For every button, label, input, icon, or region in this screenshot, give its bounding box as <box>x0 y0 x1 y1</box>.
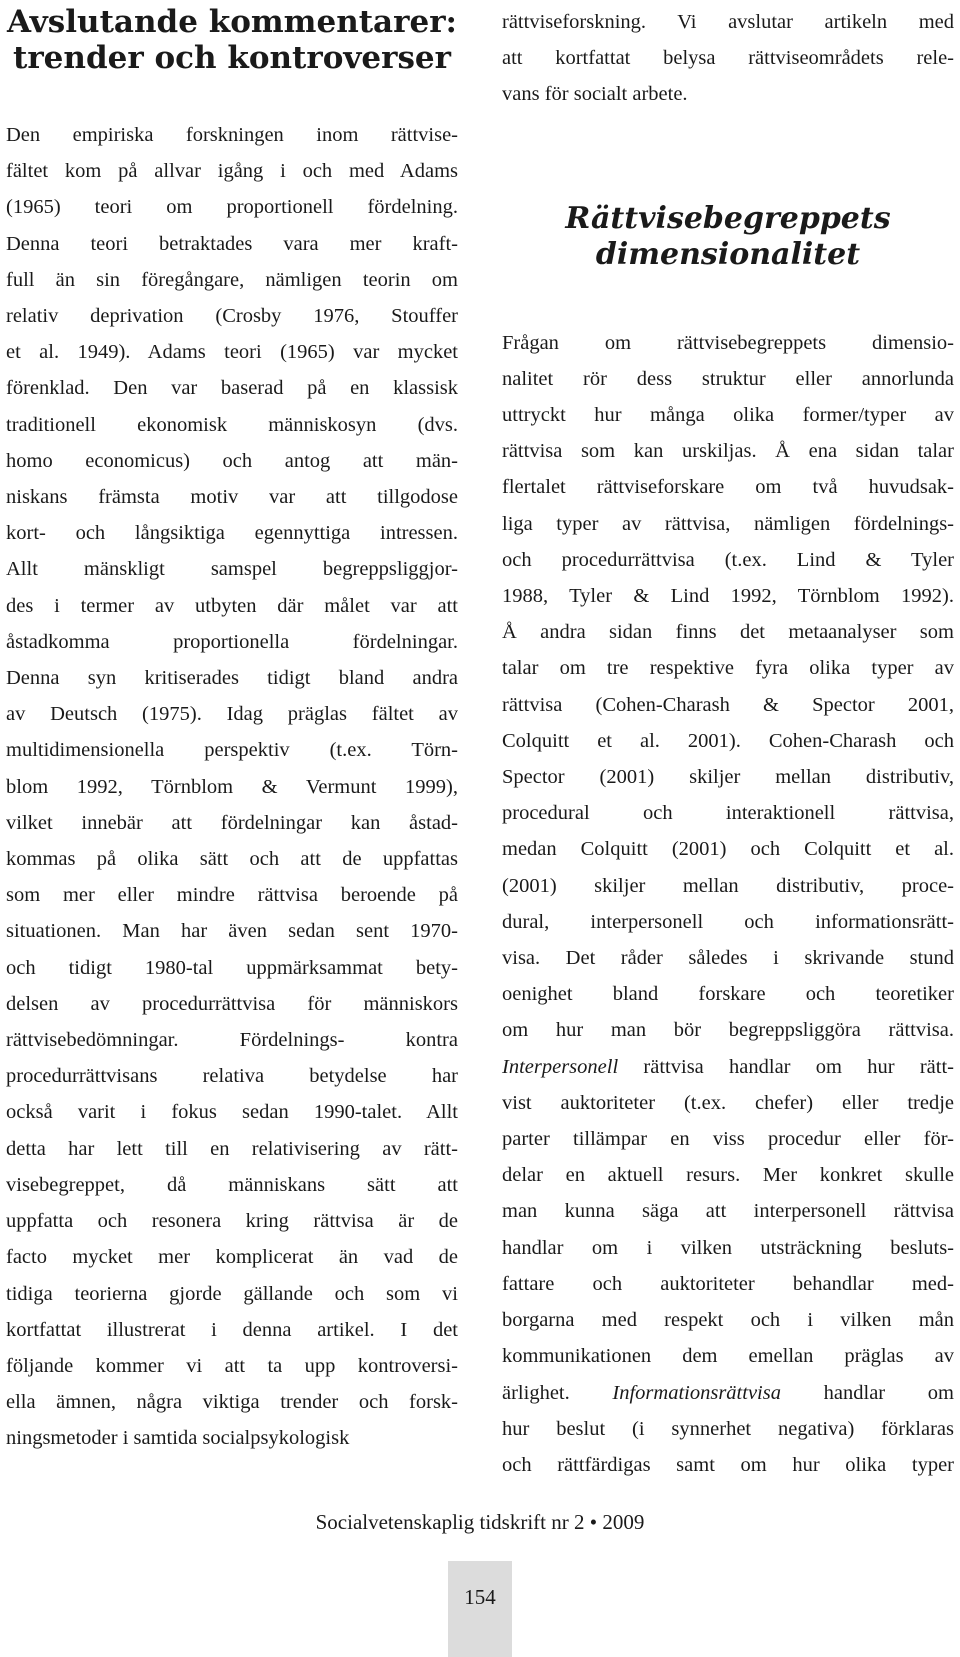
text-line: hur beslut (i synnerhet negativa) förklaras <box>502 1417 954 1440</box>
text-line: vans för socialt arbete. <box>502 83 688 106</box>
text-line: (2001) skiljer mellan distributiv, proce- <box>502 874 954 897</box>
text-line: dural, interpersonell och informationsrätt- <box>502 910 954 933</box>
page-number: 154 <box>448 1561 512 1657</box>
text-line: nalitet rör dess struktur eller annorlunda <box>502 367 954 390</box>
text-line: detta har lett till en relativisering av rätt- <box>6 1137 458 1160</box>
text-line: och tidigt 1980-tal uppmärksammat bety- <box>6 956 458 979</box>
italic-term: Interpersonell <box>502 1055 619 1078</box>
heading-line: Avslutande kommentarer: <box>7 4 457 40</box>
text-line: ningsmetoder i samtida socialpsykologisk <box>6 1427 350 1450</box>
text-line: parter tillämpar en viss procedur eller för- <box>502 1128 954 1151</box>
text-line: facto mycket mer komplicerat än vad de <box>6 1246 458 1269</box>
text-line <box>502 1375 954 1411</box>
text-line: man kunna säga att interpersonell rättvisa <box>502 1200 954 1223</box>
text-line: homo economicus) och antog att män- <box>6 449 458 472</box>
text-line: förenklad. Den var baserad på en klassisk <box>6 377 458 400</box>
text-line: kommunikationen dem emellan präglas av <box>502 1345 954 1368</box>
text-line: och rättfärdigas samt om hur olika typer <box>502 1453 954 1476</box>
text-line: procedural och interaktionell rättvisa, <box>502 802 954 825</box>
text-run: ärlighet. <box>502 1381 613 1404</box>
text-line: handlar om i vilken utsträckning besluts- <box>502 1236 954 1259</box>
text-line: Colquitt et al. 2001). Cohen-Charash och <box>502 729 954 752</box>
text-line: visebegreppet, då människans sätt att <box>6 1173 458 1196</box>
text-line: fältet kom på allvar igång i och med Adams <box>6 160 458 183</box>
text-line: vist auktoriteter (t.ex. chefer) eller tredje <box>502 1091 954 1114</box>
text-line: full än sin föregångare, nämligen teorin om <box>6 268 458 291</box>
text-line: kommas på olika sätt och att de uppfattas <box>6 848 458 871</box>
text-run: rättvisa handlar om hur rätt- <box>618 1055 954 1078</box>
text-line: åstadkomma proportionella fördelningar. <box>6 630 458 653</box>
right-column <box>502 0 954 1483</box>
text-line: som mer eller mindre rättvisa beroende på <box>6 884 458 907</box>
text-run: handlar om <box>780 1381 954 1404</box>
heading-line: trender och kontroverser <box>13 40 451 76</box>
text-line: fattare och auktoriteter behandlar med- <box>502 1272 954 1295</box>
text-line: kort- och långsiktiga egennyttiga intressen. <box>6 522 458 545</box>
text-line: flertalet rättviseforskare om två huvudsak- <box>502 476 954 499</box>
text-line: av Deutsch (1975). Idag präglas fältet av <box>6 703 458 726</box>
text-line: des i termer av utbyten där målet var att <box>6 594 458 617</box>
text-line: 1988, Tyler & Lind 1992, Törnblom 1992). <box>502 585 954 608</box>
section-heading-conclusions <box>6 0 458 76</box>
text-line: situationen. Man har även sedan sent 1970- <box>6 920 458 943</box>
text-line: om hur man bör begreppsliggöra rättvisa. <box>502 1019 954 1042</box>
text-line: relativ deprivation (Crosby 1976, Stouffer <box>6 305 458 328</box>
text-line <box>502 1049 954 1085</box>
text-line: liga typer av rättvisa, nämligen fördelnings- <box>502 512 954 535</box>
heading-line: Rättvisebegreppets <box>565 200 891 236</box>
text-line: (1965) teori om proportionell fördelning. <box>6 196 458 219</box>
text-line: rättvisebedömningar. Fördelnings- kontra <box>6 1029 458 1052</box>
text-line: och procedurrättvisa (t.ex. Lind & Tyler <box>502 548 954 571</box>
text-line: medan Colquitt (2001) och Colquitt et al. <box>502 838 954 861</box>
text-line: rättvisa som kan urskiljas. Å ena sidan talar <box>502 440 954 463</box>
text-line: Allt mänskligt samspel begreppsliggjor- <box>6 558 458 581</box>
text-line: blom 1992, Törnblom & Vermunt 1999), <box>6 775 458 798</box>
text-line: följande kommer vi att ta upp kontroversi- <box>6 1354 458 1377</box>
text-line: delsen av procedurrättvisa för människors <box>6 992 458 1015</box>
text-line: att kortfattat belysa rättviseområdets rele- <box>502 47 954 70</box>
text-line: ella ämnen, några viktiga trender och forsk- <box>6 1391 458 1414</box>
text-line: kortfattat illustrerat i denna artikel. I det <box>6 1318 458 1341</box>
text-line: borgarna med respekt och i vilken mån <box>502 1309 954 1332</box>
text-line: uttryckt hur många olika former/typer av <box>502 404 954 427</box>
text-line: rättviseforskning. Vi avslutar artikeln med <box>502 11 954 33</box>
text-line: rättvisa (Cohen-Charash & Spector 2001, <box>502 693 954 716</box>
italic-term: Informationsrättvisa <box>612 1381 781 1404</box>
text-line: procedurrättvisans relativa betydelse har <box>6 1065 458 1088</box>
journal-footer: Socialvetenskaplig tidskrift nr 2 • 2009 <box>315 1510 645 1534</box>
text-line: tidiga teorierna gjorde gällande och som vi <box>6 1282 458 1305</box>
left-body-paragraph <box>6 117 458 1457</box>
text-line: också varit i fokus sedan 1990-talet. Allt <box>6 1101 458 1124</box>
right-top-paragraph <box>502 0 954 113</box>
heading-line: dimensionalitet <box>595 236 861 272</box>
text-line: Å andra sidan finns det metaanalyser som <box>502 621 954 644</box>
text-line: niskans främsta motiv var att tillgodose <box>6 486 458 509</box>
text-line: talar om tre respektive fyra olika typer av <box>502 657 954 680</box>
right-body-paragraph <box>502 325 954 1484</box>
text-line: Frågan om rättvisebegreppets dimensio- <box>502 331 954 354</box>
text-line: Denna teori betraktades vara mer kraft- <box>6 232 458 255</box>
text-line: delar en aktuell resurs. Mer konkret skulle <box>502 1164 954 1187</box>
text-line: Den empiriska forskningen inom rättvise- <box>6 124 458 146</box>
text-line: traditionell ekonomisk människosyn (dvs. <box>6 413 458 436</box>
text-line: Denna syn kritiserades tidigt bland andra <box>6 667 458 690</box>
section-heading-dimensionality <box>502 201 954 273</box>
left-column <box>6 0 458 1457</box>
text-line: oenighet bland forskare och teoretiker <box>502 983 954 1006</box>
text-line: multidimensionella perspektiv (t.ex. Törn- <box>6 739 458 762</box>
text-line: uppfatta och resonera kring rättvisa är de <box>6 1210 458 1233</box>
text-line: vilket innebär att fördelningar kan åstad- <box>6 811 458 834</box>
text-line: et al. 1949). Adams teori (1965) var mycket <box>6 341 458 364</box>
text-line: visa. Det råder således i skrivande stund <box>502 947 954 970</box>
text-line: Spector (2001) skiljer mellan distributiv, <box>502 766 954 789</box>
